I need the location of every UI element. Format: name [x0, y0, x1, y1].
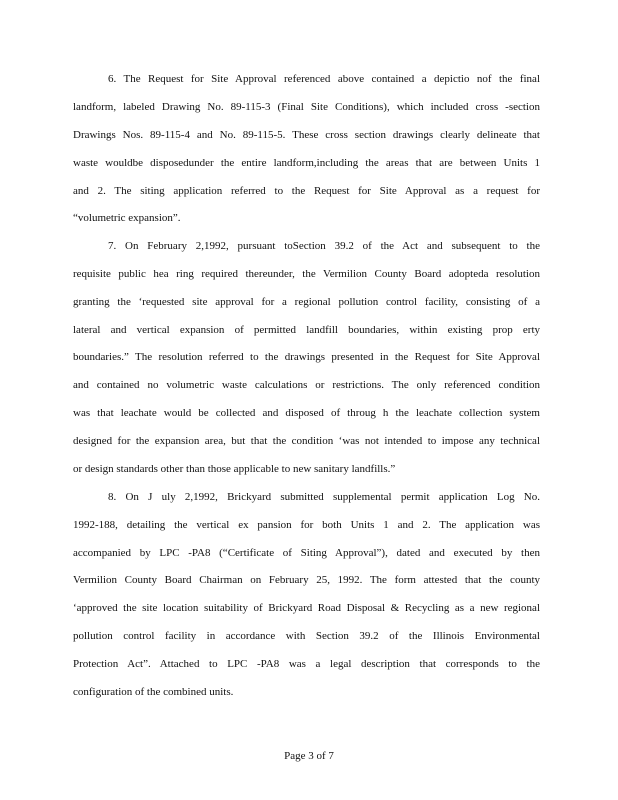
paragraph-line: was that leachate would be collected and disposed of throug h the leachate collection system	[73, 407, 540, 419]
paragraph-line: Protection Act”. Attached to LPC -PA8 was a legal description that corresponds to the	[73, 658, 540, 670]
paragraph-line: 7. On February 2,1992, pursuant toSection 39.2 of the Act and subsequent to the	[108, 240, 540, 252]
paragraph-line: ‘approved the site location suitability of Brickyard Road Disposal & Recycling as a new regional	[73, 602, 540, 614]
paragraph-line: “volumetric expansion”.	[73, 212, 181, 224]
paragraph-line: lateral and vertical expansion of permitted landfill boundaries, within existing prop erty	[73, 324, 540, 336]
paragraph-line: landform, labeled Drawing No. 89-115-3 (Final Site Conditions), which included cross -section	[73, 101, 540, 113]
paragraph-line: accompanied by LPC -PA8 (“Certificate of Siting Approval”), dated and executed by then	[73, 547, 540, 559]
paragraph-line: boundaries.” The resolution referred to the drawings presented in the Request for Site Approval	[73, 351, 540, 363]
paragraph-line: and 2. The siting application referred to the Request for Site Approval as a request for	[73, 185, 540, 197]
paragraph-line: and contained no volumetric waste calculations or restrictions. The only referenced condition	[73, 379, 540, 391]
paragraph-line: or design standards other than those applicable to new sanitary landfills.”	[73, 463, 396, 475]
paragraph-line: Vermilion County Board Chairman on February 25, 1992. The form attested that the county	[73, 574, 540, 586]
paragraph-line: 6. The Request for Site Approval referenced above contained a depictio nof the final	[108, 73, 540, 85]
paragraph-line: 1992-188, detailing the vertical ex pansion for both Units 1 and 2. The application was	[73, 519, 540, 531]
paragraph-line: waste wouldbe disposedunder the entire landform,including the areas that are between Units 1	[73, 157, 540, 169]
paragraph-line: requisite public hea ring required thereunder, the Vermilion County Board adopteda resolution	[73, 268, 540, 280]
page-number: Page 3 of 7	[284, 750, 334, 762]
paragraph-line: designed for the expansion area, but that the condition ‘was not intended to impose any technical	[73, 435, 540, 447]
paragraph-line: pollution control facility in accordance with Section 39.2 of the Illinois Environmental	[73, 630, 540, 642]
paragraph-line: 8. On J uly 2,1992, Brickyard submitted supplemental permit application Log No.	[108, 491, 540, 503]
paragraph-line: granting the ‘requested site approval for a regional pollution control facility, consisting of a	[73, 296, 540, 308]
paragraph-line: configuration of the combined units.	[73, 686, 234, 698]
paragraph-line: Drawings Nos. 89-115-4 and No. 89-115-5. These cross section drawings clearly delineate that	[73, 129, 540, 141]
